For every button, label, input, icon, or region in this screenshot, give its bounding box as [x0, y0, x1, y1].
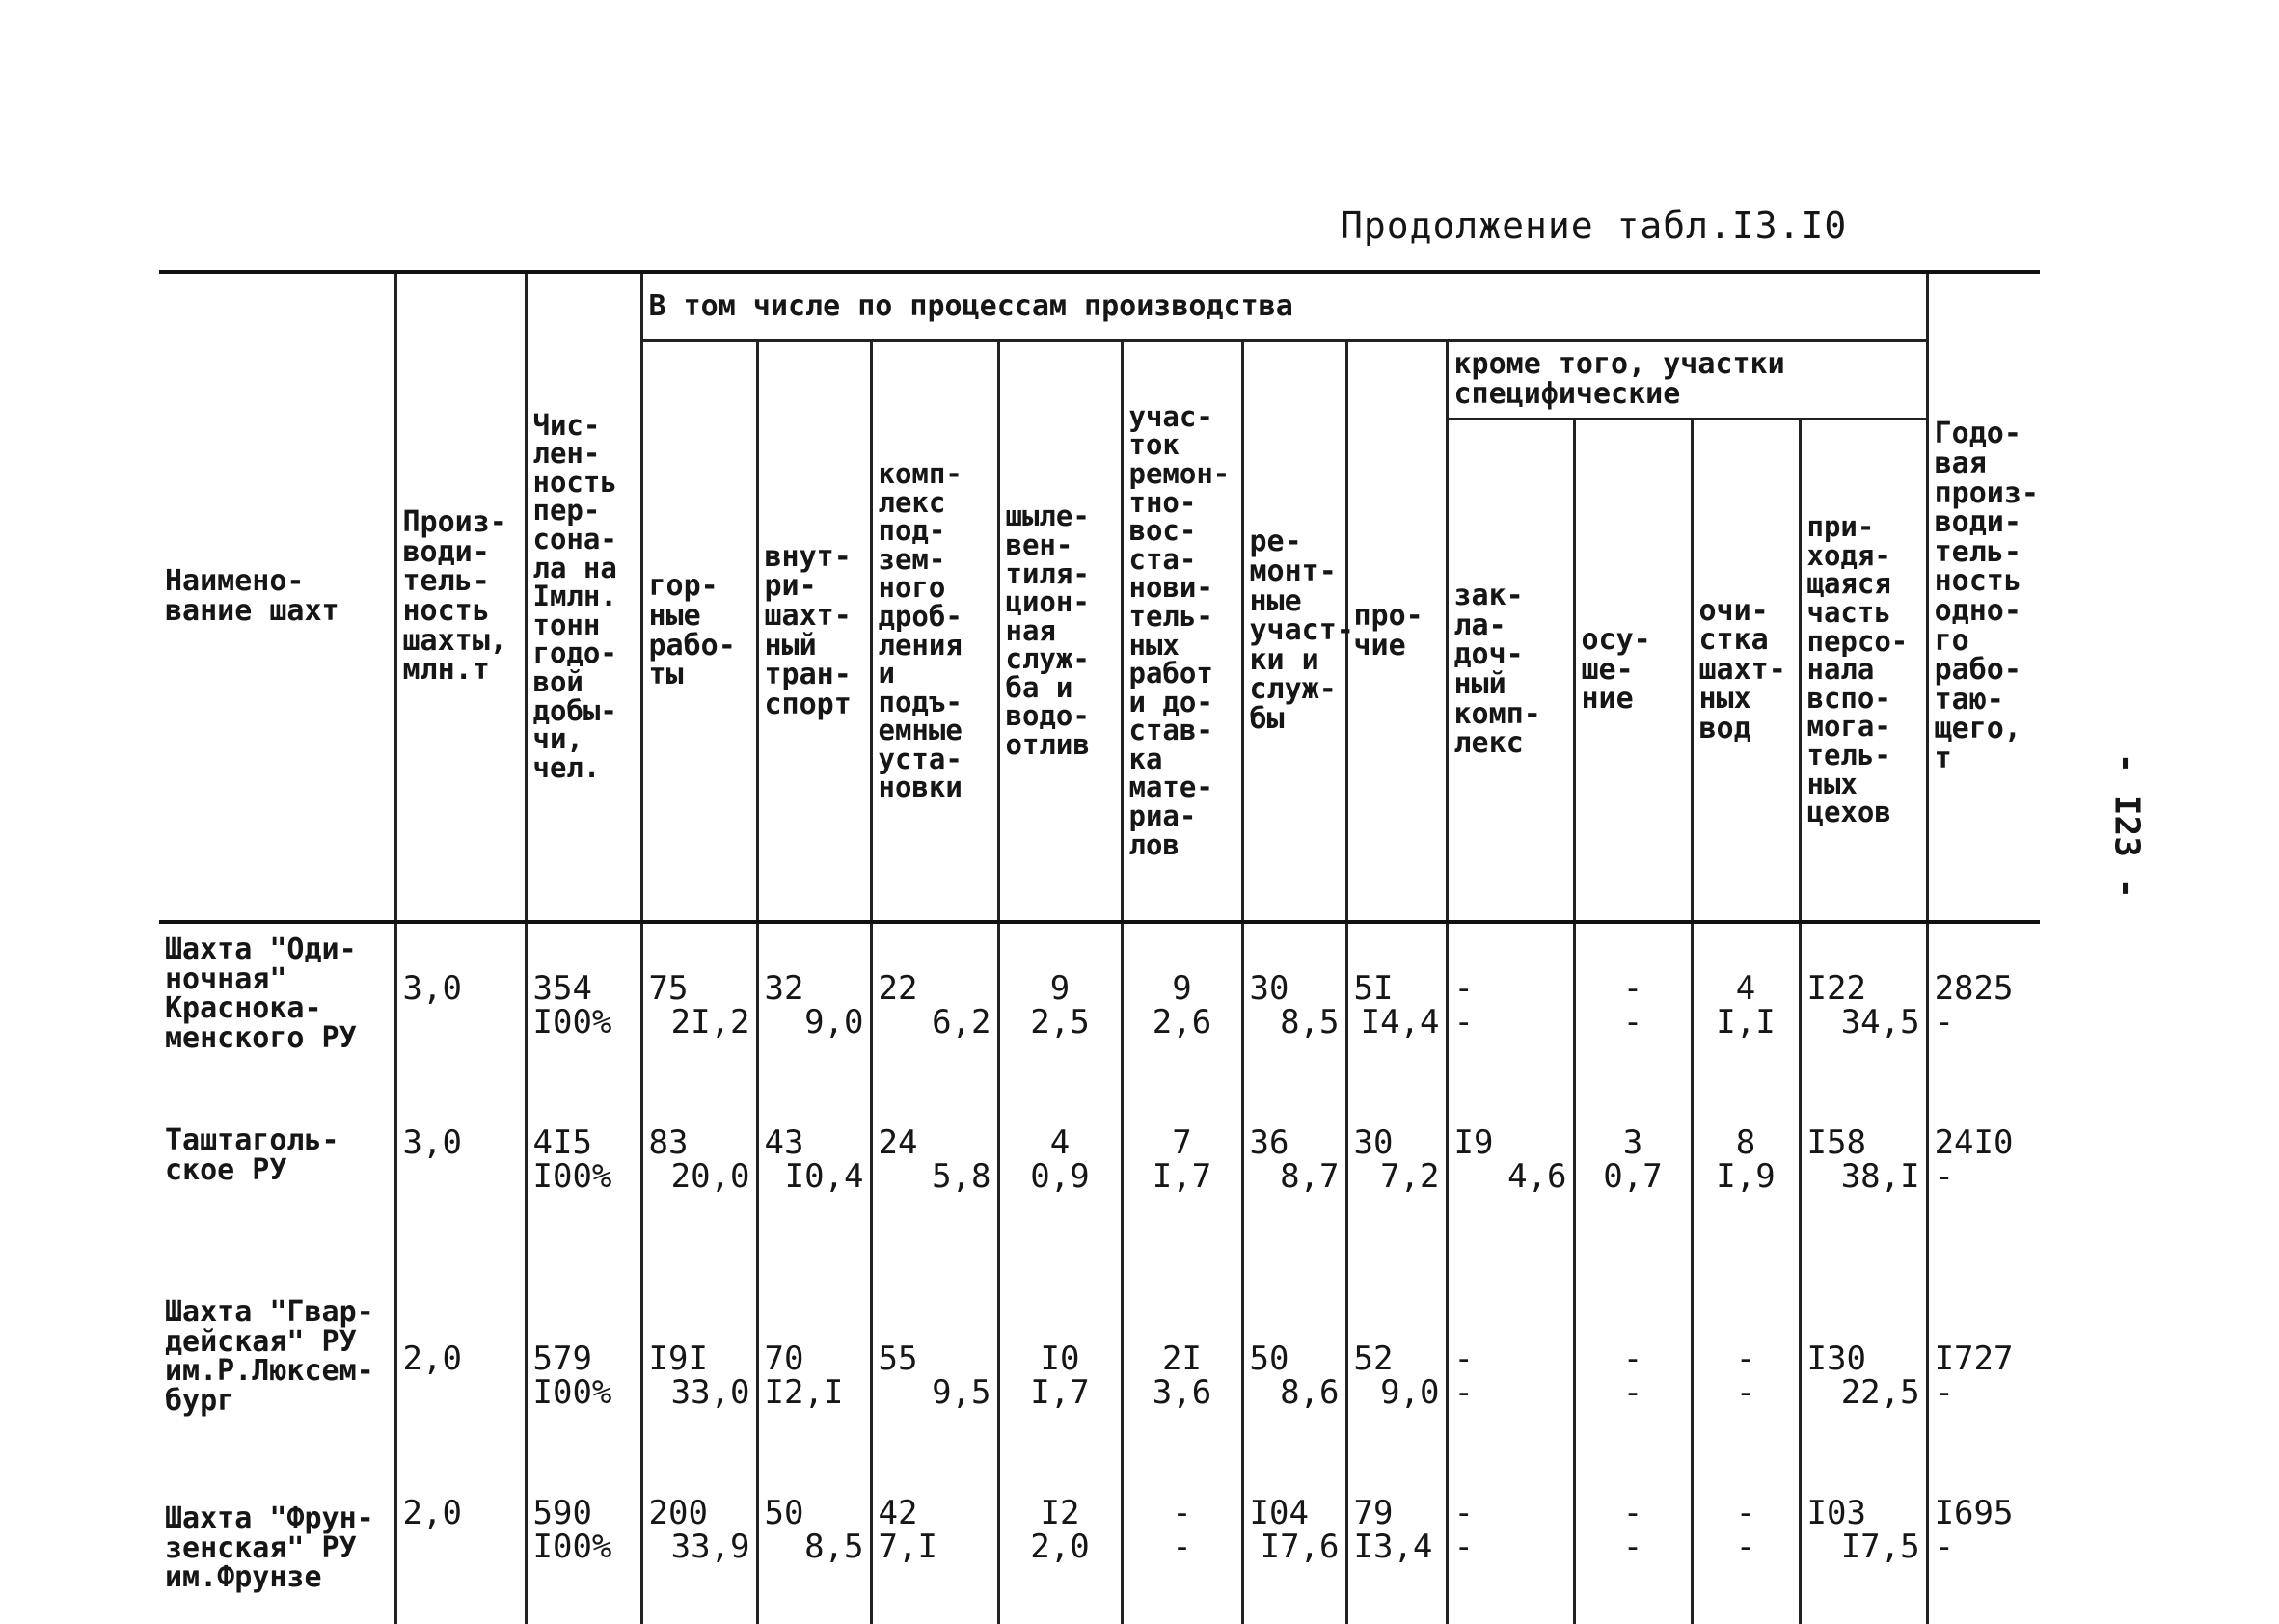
header-crushing: комп-лекс под-зем-ного дроб-ления и подъ-емные уста-новки	[871, 341, 998, 923]
capacity-value: 2,0	[402, 1340, 462, 1378]
repair-services-cell	[1242, 1275, 1346, 1481]
other-cell	[1346, 1111, 1447, 1275]
header-repair-services: ре-монт-ные участ-ки и служ-бы	[1242, 341, 1346, 923]
productivity-value: 24I0	[1934, 1123, 2014, 1162]
repair-services-cell	[1242, 1481, 1346, 1624]
ventilation-count: 9	[1049, 969, 1071, 1008]
repair-site-cell	[1122, 1481, 1242, 1624]
crushing-count: 22	[878, 969, 918, 1008]
aux-staff-count: I58	[1806, 1123, 1866, 1162]
mining-cell	[641, 1111, 757, 1275]
other-percent: 7,2	[1380, 1156, 1440, 1196]
transport-count: 32	[764, 969, 804, 1008]
crushing-count: 42	[878, 1494, 918, 1532]
productivity-dash: -	[1934, 1527, 1955, 1566]
other-cell	[1346, 922, 1447, 1111]
staff-cell	[526, 1275, 641, 1481]
aux-staff-count: I30	[1806, 1340, 1866, 1378]
other-percent: I3,4	[1353, 1527, 1433, 1566]
header-aux-staff: при-ходя-щаяся часть персо-нала вспо-мога-тель-ных цехов	[1800, 420, 1927, 923]
mining-count: 83	[648, 1123, 689, 1162]
repair-site-percent: I,7	[1152, 1156, 1212, 1196]
repair-services-count: I04	[1249, 1494, 1309, 1532]
capacity-value: 3,0	[402, 969, 462, 1008]
drainage-percent: -	[1622, 1002, 1643, 1042]
ventilation-count: 4	[1049, 1123, 1071, 1162]
ventilation-cell	[998, 1481, 1122, 1624]
header-capacity: Произ-води-тель-ность шахты, млн.т	[395, 272, 526, 922]
ventilation-percent: I,7	[1030, 1372, 1090, 1412]
drainage-cell	[1574, 1275, 1692, 1481]
table-caption: Продолжение табл.I3.I0	[1341, 204, 1848, 247]
repair-services-cell	[1242, 1111, 1346, 1275]
cleaning-percent: I,9	[1716, 1156, 1776, 1196]
backfill-cell	[1447, 1275, 1574, 1481]
productivity-dash: -	[1934, 1156, 1955, 1196]
staff-cell	[526, 1481, 641, 1624]
capacity-cell	[395, 1275, 526, 1481]
staff-count: 4I5	[532, 1123, 592, 1162]
crushing-count: 55	[878, 1340, 918, 1378]
header-special-group: кроме того, участки специфические	[1447, 341, 1927, 420]
transport-count: 70	[764, 1340, 804, 1378]
cleaning-count: -	[1735, 1494, 1756, 1532]
productivity-cell	[1927, 1111, 2040, 1275]
aux-staff-cell	[1800, 922, 1927, 1111]
staff-percent: I00%	[532, 1527, 612, 1566]
backfill-count: -	[1453, 1494, 1474, 1532]
cleaning-percent: I,I	[1716, 1002, 1776, 1042]
cleaning-count: -	[1735, 1340, 1756, 1378]
mine-name: Шахта "Гвар-дейская" РУ им.Р.Люксем-бург	[159, 1275, 395, 1481]
aux-staff-cell	[1800, 1275, 1927, 1481]
repair-site-cell	[1122, 1111, 1242, 1275]
repair-site-percent: 3,6	[1152, 1372, 1212, 1412]
backfill-percent: 4,6	[1507, 1156, 1567, 1196]
header-drainage: осу-ше-ние	[1574, 420, 1692, 923]
aux-staff-percent: 38,I	[1840, 1156, 1920, 1196]
repair-site-percent: 2,6	[1152, 1002, 1212, 1042]
repair-services-cell	[1242, 922, 1346, 1111]
crushing-percent: 9,5	[932, 1372, 991, 1412]
mine-name: Шахта "Фрун-зенская" РУ им.Фрунзе	[159, 1481, 395, 1624]
staff-cell	[526, 922, 641, 1111]
aux-staff-percent: 34,5	[1840, 1002, 1920, 1042]
drainage-percent: -	[1622, 1372, 1643, 1412]
productivity-cell	[1927, 922, 2040, 1111]
other-count: 30	[1353, 1123, 1394, 1162]
staff-percent: I00%	[532, 1156, 612, 1196]
backfill-count: I9	[1453, 1123, 1494, 1162]
aux-staff-percent: I7,5	[1840, 1527, 1920, 1566]
repair-site-count: -	[1172, 1494, 1192, 1532]
aux-staff-cell	[1800, 1481, 1927, 1624]
capacity-cell	[395, 1481, 526, 1624]
transport-count: 43	[764, 1123, 804, 1162]
mining-cell	[641, 1481, 757, 1624]
mine-name: Шахта "Оди-ночная" Краснока-менского РУ	[159, 922, 395, 1111]
transport-percent: I0,4	[784, 1156, 864, 1196]
crushing-cell	[871, 922, 998, 1111]
staff-count: 579	[532, 1340, 592, 1378]
drainage-cell	[1574, 1481, 1692, 1624]
repair-services-percent: 8,5	[1280, 1002, 1340, 1042]
cleaning-cell	[1692, 1111, 1800, 1275]
cleaning-count: 8	[1735, 1123, 1756, 1162]
repair-site-count: 2I	[1162, 1340, 1202, 1378]
backfill-count: -	[1453, 969, 1474, 1008]
crushing-percent: 6,2	[932, 1002, 991, 1042]
other-cell	[1346, 1481, 1447, 1624]
repair-services-percent: 8,6	[1280, 1372, 1340, 1412]
backfill-cell	[1447, 1481, 1574, 1624]
ventilation-count: I2	[1040, 1494, 1080, 1532]
ventilation-cell	[998, 1275, 1122, 1481]
drainage-percent: -	[1622, 1527, 1643, 1566]
cleaning-cell	[1692, 1481, 1800, 1624]
transport-percent: I2,I	[764, 1372, 844, 1412]
mining-percent: 2I,2	[670, 1002, 750, 1042]
productivity-cell	[1927, 1275, 2040, 1481]
mining-cell	[641, 1275, 757, 1481]
transport-count: 50	[764, 1494, 804, 1532]
drainage-count: 3	[1622, 1123, 1643, 1162]
other-count: 5I	[1353, 969, 1394, 1008]
backfill-percent: -	[1453, 1002, 1474, 1042]
repair-site-count: 7	[1172, 1123, 1192, 1162]
cleaning-count: 4	[1735, 969, 1756, 1008]
repair-site-cell	[1122, 1275, 1242, 1481]
crushing-cell	[871, 1481, 998, 1624]
aux-staff-percent: 22,5	[1840, 1372, 1920, 1412]
cleaning-percent: -	[1735, 1527, 1756, 1566]
header-name: Наимено-вание шахт	[159, 272, 395, 922]
other-percent: I4,4	[1360, 1002, 1440, 1042]
staff-count: 590	[532, 1494, 592, 1532]
repair-site-percent: -	[1172, 1527, 1192, 1566]
mine-name: Таштаголь-ское РУ	[159, 1111, 395, 1275]
drainage-count: -	[1622, 1494, 1643, 1532]
header-mining: гор-ные рабо-ты	[641, 341, 757, 923]
transport-percent: 8,5	[804, 1527, 864, 1566]
crushing-percent: 7,I	[878, 1527, 937, 1566]
table-row	[159, 1275, 2040, 1481]
ventilation-cell	[998, 922, 1122, 1111]
other-percent: 9,0	[1380, 1372, 1440, 1412]
backfill-count: -	[1453, 1340, 1474, 1378]
repair-services-count: 36	[1249, 1123, 1289, 1162]
mining-count: 200	[648, 1494, 708, 1532]
transport-cell	[757, 1481, 871, 1624]
table-row	[159, 922, 2040, 1111]
productivity-dash: -	[1934, 1002, 1955, 1042]
crushing-cell	[871, 1275, 998, 1481]
capacity-cell	[395, 1111, 526, 1275]
crushing-percent: 5,8	[932, 1156, 991, 1196]
header-process-group: В том числе по процессам производства	[641, 272, 1927, 341]
mining-count: I9I	[648, 1340, 708, 1378]
repair-services-percent: 8,7	[1280, 1156, 1340, 1196]
ventilation-percent: 0,9	[1030, 1156, 1090, 1196]
aux-staff-cell	[1800, 1111, 1927, 1275]
drainage-cell	[1574, 1111, 1692, 1275]
repair-services-percent: I7,6	[1260, 1527, 1340, 1566]
ventilation-cell	[998, 1111, 1122, 1275]
repair-services-count: 30	[1249, 969, 1289, 1008]
header-repair-site: учас-ток ремон-тно-вос-ста-нови-тель-ных работ и до-став-ка мате-риа-лов	[1122, 341, 1242, 923]
ventilation-percent: 2,5	[1030, 1002, 1090, 1042]
table-row	[159, 1481, 2040, 1624]
productivity-value: I727	[1934, 1340, 2014, 1378]
staff-percent: I00%	[532, 1372, 612, 1412]
capacity-cell	[395, 922, 526, 1111]
repair-site-cell	[1122, 922, 1242, 1111]
backfill-cell	[1447, 1111, 1574, 1275]
staff-cell	[526, 1111, 641, 1275]
drainage-count: -	[1622, 1340, 1643, 1378]
staff-percent: I00%	[532, 1002, 612, 1042]
header-other: про-чие	[1346, 341, 1447, 923]
transport-cell	[757, 1111, 871, 1275]
other-count: 79	[1353, 1494, 1394, 1532]
staff-count: 354	[532, 969, 592, 1008]
ventilation-percent: 2,0	[1030, 1527, 1090, 1566]
header-productivity: Годо-вая произ-води-тель-ность одно-го рабо-таю-щего, т	[1927, 272, 2040, 922]
aux-staff-count: I03	[1806, 1494, 1866, 1532]
productivity-value: 2825	[1934, 969, 2014, 1008]
repair-services-count: 50	[1249, 1340, 1289, 1378]
crushing-cell	[871, 1111, 998, 1275]
backfill-cell	[1447, 922, 1574, 1111]
transport-cell	[757, 922, 871, 1111]
drainage-percent: 0,7	[1603, 1156, 1663, 1196]
mining-percent: 20,0	[670, 1156, 750, 1196]
capacity-value: 2,0	[402, 1494, 462, 1532]
productivity-cell	[1927, 1481, 2040, 1624]
crushing-count: 24	[878, 1123, 918, 1162]
cleaning-cell	[1692, 1275, 1800, 1481]
production-staff-table	[159, 270, 2040, 1624]
mining-percent: 33,0	[670, 1372, 750, 1412]
aux-staff-count: I22	[1806, 969, 1866, 1008]
cleaning-percent: -	[1735, 1372, 1756, 1412]
header-backfill: зак-ла-доч-ный комп-лекс	[1447, 420, 1574, 923]
header-transport: внут-ри-шахт-ный тран-спорт	[757, 341, 871, 923]
drainage-count: -	[1622, 969, 1643, 1008]
mining-percent: 33,9	[670, 1527, 750, 1566]
mining-count: 75	[648, 969, 689, 1008]
other-count: 52	[1353, 1340, 1394, 1378]
backfill-percent: -	[1453, 1527, 1474, 1566]
header-staff: Чис-лен-ность пер-сона-ла на Iмлн. тонн годо-вой добы-чи, чел.	[526, 272, 641, 922]
mining-cell	[641, 922, 757, 1111]
page-number: - I23 -	[2106, 752, 2147, 900]
repair-site-count: 9	[1172, 969, 1192, 1008]
header-ventilation: шыле-вен-тиля-цион-ная служ-ба и водо-отлив	[998, 341, 1122, 923]
drainage-cell	[1574, 922, 1692, 1111]
header-water-cleaning: очи-стка шахт-ных вод	[1692, 420, 1800, 923]
ventilation-count: I0	[1040, 1340, 1080, 1378]
other-cell	[1346, 1275, 1447, 1481]
productivity-dash: -	[1934, 1372, 1955, 1412]
productivity-value: I695	[1934, 1494, 2014, 1532]
transport-percent: 9,0	[804, 1002, 864, 1042]
cleaning-cell	[1692, 922, 1800, 1111]
transport-cell	[757, 1275, 871, 1481]
table-row	[159, 1111, 2040, 1275]
capacity-value: 3,0	[402, 1123, 462, 1162]
backfill-percent: -	[1453, 1372, 1474, 1412]
